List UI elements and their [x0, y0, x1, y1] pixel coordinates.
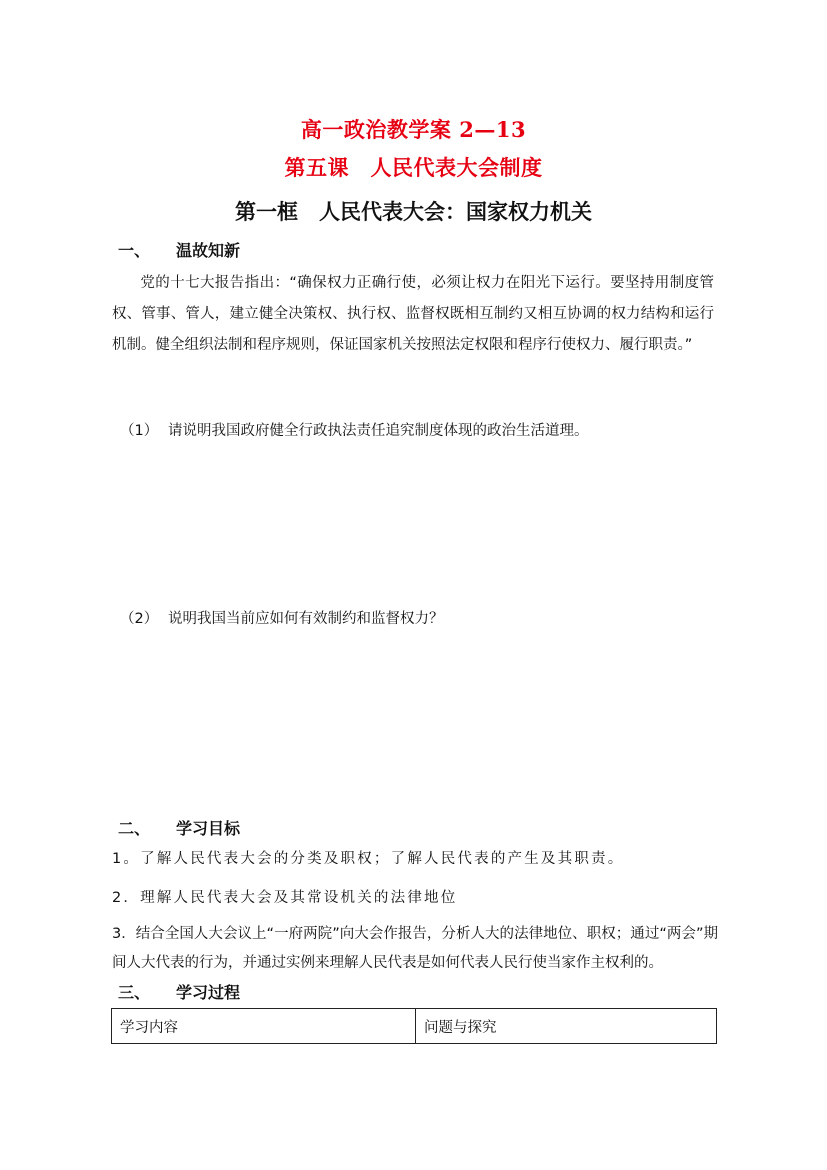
section-process-heading — [118, 980, 240, 1003]
question-number: （2） — [120, 611, 159, 627]
question-number: （1） — [120, 423, 159, 439]
goal-3: 3．结合全国人大会议上“一府两院”向大会作报告，分析人大的法律地位、职权；通过“两会”期间人大代表的行为，并通过实例来理解人民代表是如何代表人民行使当家作主权利的。 — [112, 926, 718, 971]
review-paragraph — [112, 268, 714, 361]
review-paragraph-text: 党的十七大报告指出：“确保权力正确行使，必须让权力在阳光下运行。要坚持用制度管权、管事、管人，建立健全决策权、执行权、监督权既相互制约又相互协调的权力结构和运行机制。健全组织法制和程序规则，保证国家机关按照法定权限和程序行使权力、履行职责。” — [112, 275, 714, 353]
goal-1: 1。了解人民代表大会的分类及职权；了解人民代表的产生及其职责。 — [112, 851, 625, 867]
table-header-cell: 问题与探究 — [416, 1009, 717, 1044]
question-text: 请说明我国政府健全行政执法责任追究制度体现的政治生活道理。 — [168, 423, 589, 439]
question-2 — [120, 607, 444, 628]
question-1 — [120, 419, 589, 440]
goal-2: 2．理解人民代表大会及其常设机关的法律地位 — [112, 890, 458, 906]
section-number: 三、 — [118, 983, 151, 1002]
learning-process-table — [111, 1008, 717, 1044]
document-title: 高一政治教学案 2—13 — [300, 117, 527, 142]
section-title: 学习目标 — [176, 819, 241, 838]
table-header-row — [112, 1009, 717, 1044]
question-text: 说明我国当前应如何有效制约和监督权力？ — [168, 611, 444, 627]
table-header-cell: 学习内容 — [112, 1009, 416, 1044]
section-title: 温故知新 — [176, 241, 241, 260]
frame-title: 第一框 人民代表大会：国家权力机关 — [235, 199, 592, 224]
section-goals-heading — [118, 816, 240, 839]
section-title: 学习过程 — [176, 983, 241, 1002]
section-number: 一、 — [118, 241, 151, 260]
lesson-title: 第五课 人民代表大会制度 — [284, 155, 543, 180]
section-number: 二、 — [118, 819, 151, 838]
section-review-heading — [118, 238, 240, 261]
